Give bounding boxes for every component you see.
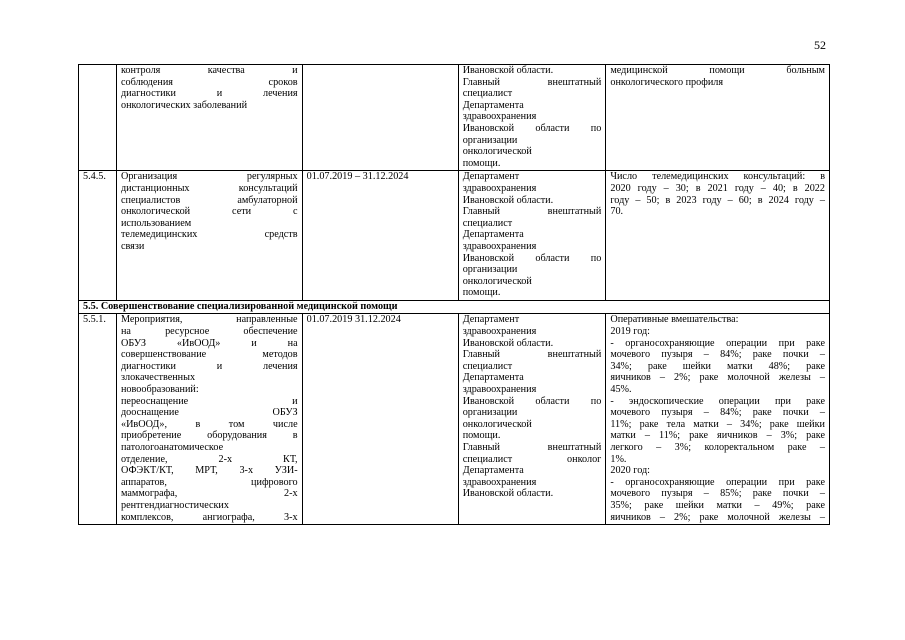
cell-responsible [458,314,606,525]
cell-line: онкологической сети с [120,206,298,218]
cell-line: Число телемедицинских консультаций: в [610,171,825,183]
cell-line: отделение, 2-х КТ, [120,453,298,465]
cell-line: контроля качества и [120,65,298,76]
cell-line: Ивановской области по [462,395,602,407]
cell-line: Главный внештатный [462,206,602,218]
cell-line: 34%; раке шейки матки 48%; раке [610,360,825,372]
cell-line: специалист онколог [462,453,602,465]
cell-dates [302,65,458,171]
cell-line: здравоохранения [462,384,537,396]
cell-line: «ИвООД», в том числе [120,418,298,430]
cell-line: Главный внештатный [462,349,602,361]
cell-line: мочевого пузыря – 85%; раке почки – [610,488,825,500]
cell-line: 2019 год: [610,326,651,338]
cell-line: медицинской помощи больным [610,65,825,76]
cell-line: патологоанатомическое [120,442,224,453]
table-row [79,65,830,171]
cell-line: Главный внештатный [462,76,602,88]
cell-line: диагностики и лечения [120,88,298,100]
cell-line: матки – 11%; раке яичников – 3%; раке [610,430,825,442]
cell-result [606,314,830,525]
cell-line: связи [120,240,145,252]
cell-line: яичников – 2%; раке молочной железы – [610,511,825,523]
cell-line: онкологической [462,146,532,158]
cell-line: здравоохранения [462,111,537,123]
cell-line: онкологической [462,275,532,287]
cell-line: мочевого пузыря – 84%; раке почки – [610,349,825,361]
cell-line: Ивановской области. [462,337,554,349]
cell-line: маммографа, 2-х [120,488,298,500]
cell-line: Департамент [462,171,520,183]
cell-line: специалист [462,360,513,372]
cell-action [116,171,302,301]
cell-line: году – 50; в 2023 году – 60; в 2024 году – [610,194,825,206]
cell-action [116,65,302,171]
cell-line: помощи. [462,430,501,442]
measures-table [78,64,830,525]
table-row [79,314,830,525]
cell-line: здравоохранения [462,476,537,488]
cell-line: на ресурсное обеспечение [120,326,298,338]
section-title: 5.5. Совершенствование специализированной медицинской помощи [79,300,830,314]
cell-line: помощи. [462,287,501,299]
cell-line: телемедицинских средств [120,229,298,241]
cell-line: Организация регулярных [120,171,298,183]
cell-line: яичников – 2%; раке молочной железы – [610,372,825,384]
cell-line: рентгендиагностических [120,499,229,511]
cell-line: использованием [120,217,192,229]
cell-line: Департамент [462,314,520,326]
cell-line: ОФЭКТ/КТ, МРТ, 3-х УЗИ- [120,465,298,477]
cell-line: диагностики и лечения [120,360,298,372]
cell-dates: 01.07.2019 – 31.12.2024 [302,171,458,301]
cell-line: Департамента [462,372,524,384]
cell-line: ОБУЗ «ИвООД» и на [120,337,298,349]
cell-line: Департамента [462,99,524,111]
cell-line: онкологического профиля [610,76,724,88]
section-heading-row [79,300,830,314]
cell-line: Оперативные вмешательства: [610,314,739,326]
cell-line: аппаратов, цифрового [120,476,298,488]
cell-line: 2020 году – 30; в 2021 году – 40; в 2022 [610,182,825,194]
cell-line: комплексов, ангиографа, 3-х [120,511,298,523]
cell-result [606,65,830,171]
cell-line: онкологических заболеваний [120,99,248,111]
cell-line: дооснащение ОБУЗ [120,407,298,419]
cell-line: Ивановской области. [462,194,554,206]
cell-line: организации [462,407,518,419]
cell-line: - органосохраняющие операции при раке [610,476,825,488]
cell-responsible [458,65,606,171]
cell-number: 5.4.5. [79,171,117,301]
cell-line: здравоохранения [462,326,537,338]
cell-result [606,171,830,301]
cell-line: легкого – 3%; колоректальном раке – [610,442,825,453]
cell-line: новообразований: [120,384,199,396]
cell-responsible [458,171,606,301]
cell-line: Департамента [462,229,524,241]
cell-line: Главный внештатный [462,442,602,453]
cell-line: 35%; раке шейки матки – 49%; раке [610,499,825,511]
cell-line: 2020 год: [610,465,651,477]
cell-line: 1%. [610,453,627,465]
cell-line: Ивановской области по [462,252,602,264]
cell-line: здравоохранения [462,182,537,194]
cell-line: помощи. [462,157,501,169]
cell-number [79,65,117,171]
cell-line: Ивановской области по [462,122,602,134]
cell-line: - эндоскопические операции при раке [610,395,825,407]
cell-line: дистанционных консультаций [120,182,298,194]
cell-line: здравоохранения [462,240,537,252]
cell-line: Ивановской области. [462,65,554,76]
cell-line: 45%. [610,384,632,396]
cell-line: соблюдения сроков [120,76,298,88]
cell-dates: 01.07.2019 31.12.2024 [302,314,458,525]
cell-line: Ивановской области. [462,488,554,500]
cell-line: мочевого пузыря – 84%; раке почки – [610,407,825,419]
cell-line: Мероприятия, направленные [120,314,298,326]
cell-line: Департамента [462,465,524,477]
cell-action [116,314,302,525]
cell-line: 70. [610,206,624,218]
cell-line: приобретение оборудования в [120,430,298,442]
cell-line: - органосохраняющие операции при раке [610,337,825,349]
cell-line: специалист [462,88,513,100]
cell-line: организации [462,264,518,276]
page-number: 52 [814,38,826,52]
cell-line: специалистов амбулаторной [120,194,298,206]
table-row [79,171,830,301]
cell-line: 11%; раке тела матки – 34%; раке шейки [610,418,825,430]
cell-line: переоснащение и [120,395,298,407]
cell-line: совершенствование методов [120,349,298,361]
cell-line: онкологической [462,418,532,430]
cell-line: организации [462,134,518,146]
cell-number: 5.5.1. [79,314,117,525]
cell-line: злокачественных [120,372,196,384]
cell-line: специалист [462,217,513,229]
